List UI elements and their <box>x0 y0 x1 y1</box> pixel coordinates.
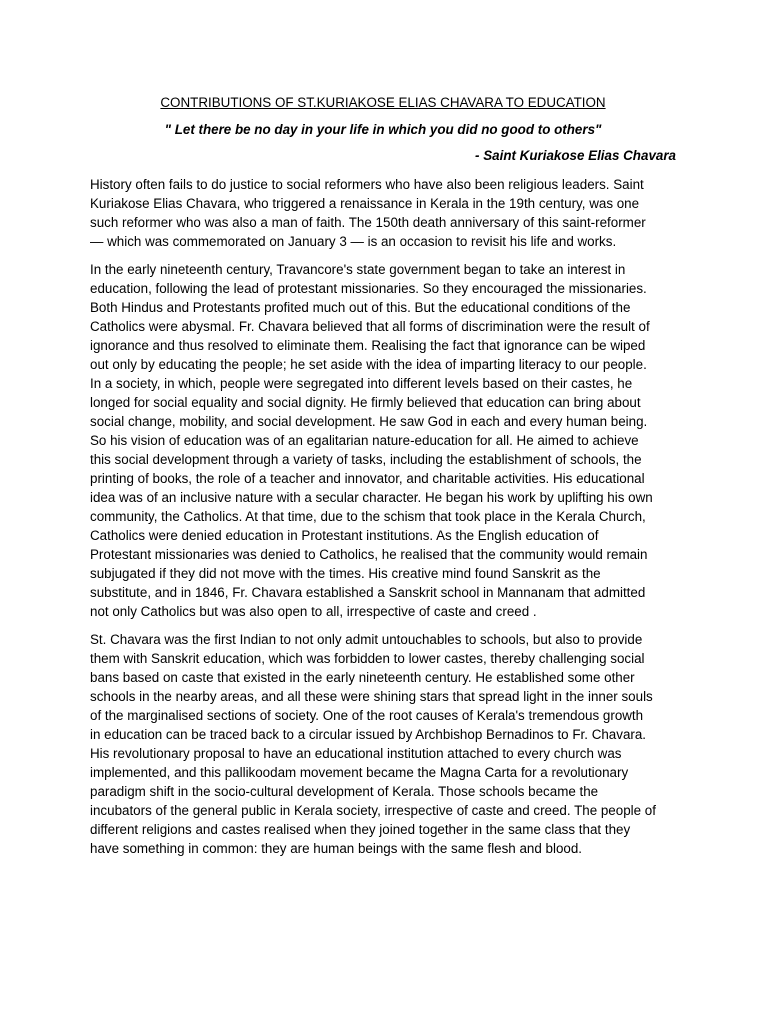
text-line: Both Hindus and Protestants profited much out of this. But the educational conditions of the <box>90 300 631 315</box>
text-line: In the early nineteenth century, Travancore's state government began to take an interest in <box>90 262 626 277</box>
text-line: paradigm shift in the socio-cultural development of Kerala. Those schools became the <box>90 784 599 799</box>
text-line: Catholics were abysmal. Fr. Chavara believed that all forms of discrimination were the result of <box>90 319 650 334</box>
text-line: Catholics were denied education in Protestant institutions. As the English education of <box>90 528 599 543</box>
text-line: out only by educating the people; he set aside with the idea of imparting literacy to our people. <box>90 357 647 372</box>
text-line: subjugated if they did not move with the times. His creative mind found Sanskrit as the <box>90 566 601 581</box>
text-line: His revolutionary proposal to have an educational institution attached to every church was <box>90 746 622 761</box>
text-line: incubators of the general public in Kerala society, irrespective of caste and creed. The people of <box>90 803 656 818</box>
text-line: schools in the nearby areas, and all these were shining stars that spread light in the inner souls <box>90 689 653 704</box>
text-line: So his vision of education was of an egalitarian nature-education for all. He aimed to achieve <box>90 433 639 448</box>
epigraph-quote: " Let there be no day in your life in which you did no good to others" <box>164 122 602 137</box>
text-line: in education can be traced back to a circular issued by Archbishop Bernadinos to Fr. Chavara. <box>90 727 647 742</box>
paragraph-intro <box>90 175 676 251</box>
text-line: ignorance and thus resolved to eliminate them. Realising the fact that ignorance can be wiped <box>90 338 646 353</box>
text-line: — which was commemorated on January 3 — is an occasion to revisit his life and works. <box>90 234 617 249</box>
text-line: Kuriakose Elias Chavara, who triggered a renaissance in Kerala in the 19th century, was one <box>90 196 640 211</box>
text-line: substitute, and in 1846, Fr. Chavara established a Sanskrit school in Mannanam that admitted <box>90 585 646 600</box>
text-line: longed for social equality and social dignity. He firmly believed that education can bring about <box>90 395 641 410</box>
text-line: this social development through a variety of tasks, including the establishment of schools, the <box>90 452 642 467</box>
text-line: such reformer who was also a man of faith. The 150th death anniversary of this saint-reformer <box>90 215 646 230</box>
document-page <box>90 93 676 867</box>
paragraph-education-vision <box>90 260 676 621</box>
text-line: implemented, and this pallikoodam movement became the Magna Carta for a revolutionary <box>90 765 629 780</box>
text-line: printing of books, the role of a teacher and innovator, and charitable activities. His educational <box>90 471 645 486</box>
text-line: History often fails to do justice to social reformers who have also been religious leaders. Saint <box>90 177 644 192</box>
text-line: In a society, in which, people were segregated into different levels based on their castes, he <box>90 376 633 391</box>
text-line: social change, mobility, and social development. He saw God in each and every human being. <box>90 414 648 429</box>
text-line: not only Catholics but was also open to all, irrespective of caste and creed . <box>90 604 537 619</box>
text-line: Protestant missionaries was denied to Catholics, he realised that the community would remain <box>90 547 648 562</box>
text-line: of the marginalised sections of society. One of the root causes of Kerala's tremendous growth <box>90 708 644 723</box>
text-line: bans based on caste that existed in the early nineteenth century. He established some other <box>90 670 635 685</box>
document-title: CONTRIBUTIONS OF ST.KURIAKOSE ELIAS CHAVARA TO EDUCATION <box>160 95 606 110</box>
paragraph-untouchables-schools <box>90 630 676 858</box>
text-line: have something in common: they are human beings with the same flesh and blood. <box>90 841 583 856</box>
quote-attribution: - Saint Kuriakose Elias Chavara <box>475 148 676 163</box>
text-line: St. Chavara was the first Indian to not only admit untouchables to schools, but also to provide <box>90 632 643 647</box>
text-line: education, following the lead of protestant missionaries. So they encouraged the missionaries. <box>90 281 647 296</box>
text-line: community, the Catholics. At that time, due to the schism that took place in the Kerala Church, <box>90 509 646 524</box>
text-line: them with Sanskrit education, which was forbidden to lower castes, thereby challenging social <box>90 651 645 666</box>
text-line: idea was of an inclusive nature with a secular character. He began his work by uplifting his own <box>90 490 653 505</box>
text-line: different religions and castes realised when they joined together in the same class that they <box>90 822 631 837</box>
